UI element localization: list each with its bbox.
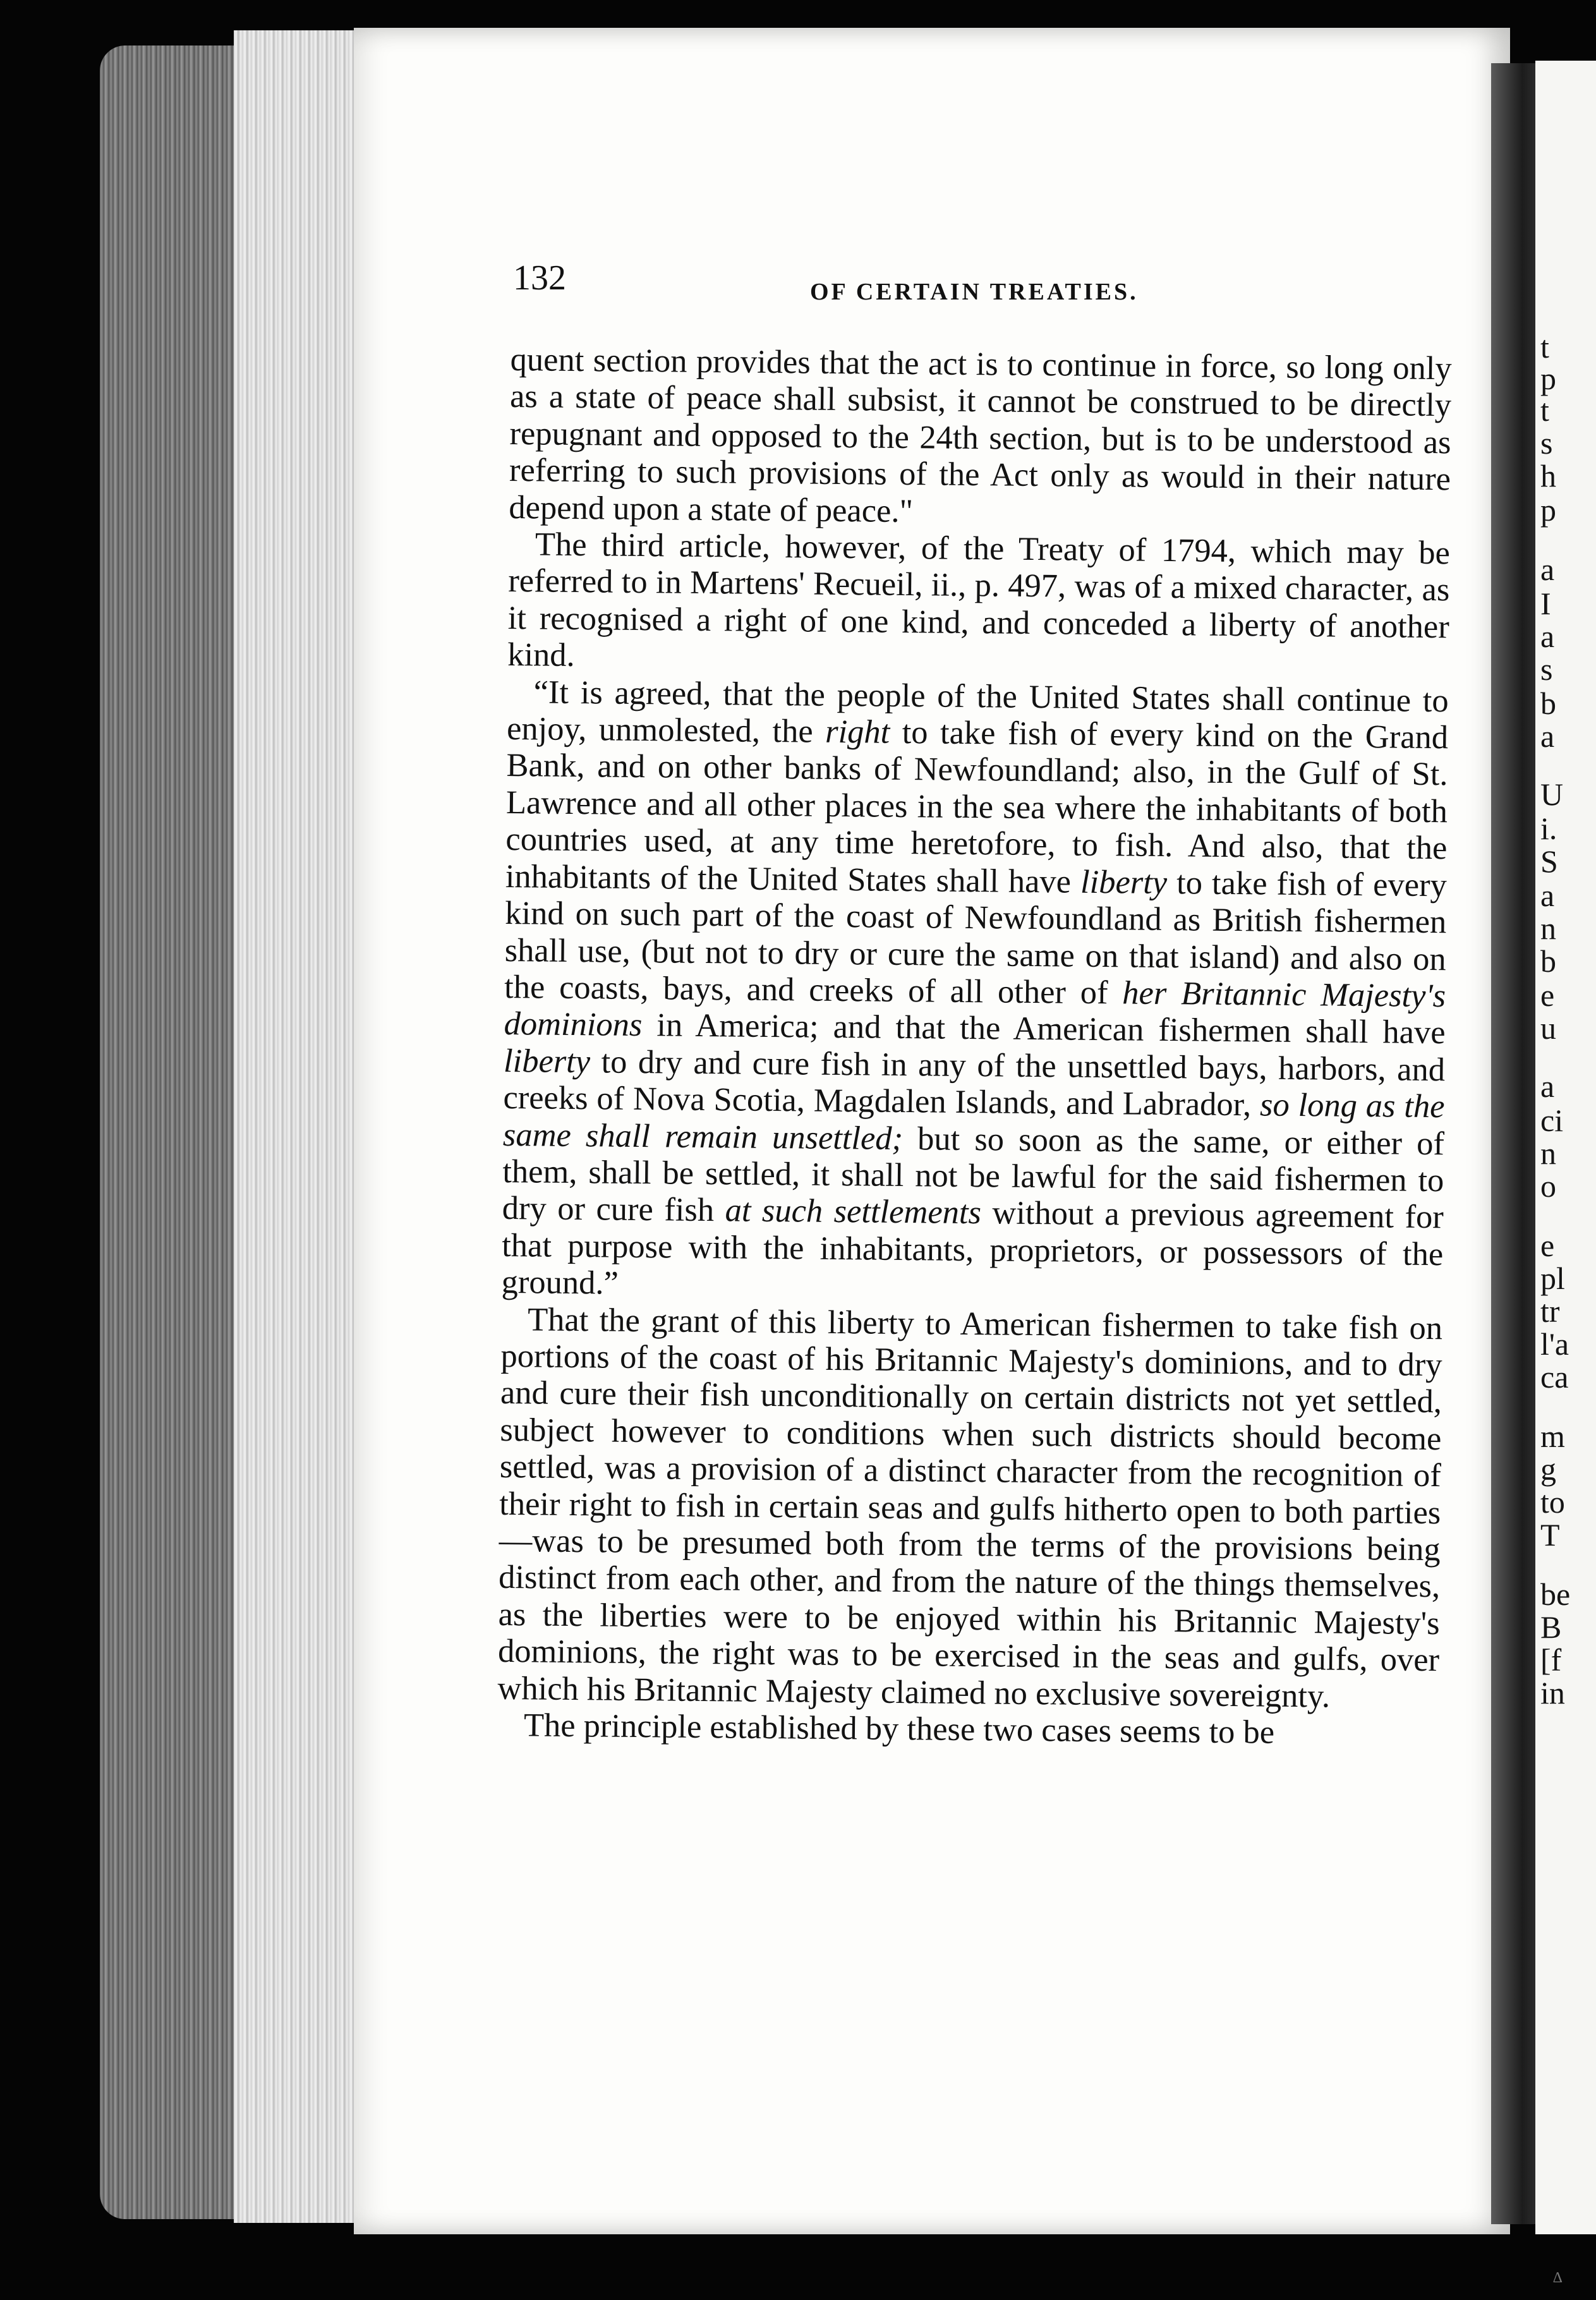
paragraph: quent section provides that the act is to continue in force, so long only as a state of peace shall subsist, it cannot be construed to be directly repugnant and opposed to the 24th section, but is to be understood as referring to such provisions of the Act only as would in their nature depend upon a state of peace."	[509, 341, 1452, 530]
paragraph	[501, 674, 1448, 1310]
text-run: to take fish of every kind on such part of the coast of Newfoundland as British fishermen shall use, (but not to dry or cure the same on that island) and also on the coasts, bays, and creeks of all other of	[504, 864, 1448, 1012]
italic-text: right	[825, 713, 890, 751]
facing-page-fragment: n	[1540, 1135, 1556, 1171]
italic-text: liberty	[503, 1042, 591, 1080]
facing-page-fragment: n	[1540, 911, 1556, 946]
facing-page-fragment: tr	[1540, 1293, 1560, 1329]
facing-page-fragment: be	[1540, 1577, 1571, 1612]
facing-page-fragment: a	[1540, 619, 1555, 654]
facing-page-fragment: ci	[1540, 1103, 1564, 1138]
running-title: OF CERTAIN TREATIES.	[810, 279, 1139, 305]
text-run: to dry and cure fish in any of the unsettled bays, harbors, and creeks of Nova Scotia, Magdalen Islands, and Labrador,	[503, 1043, 1446, 1123]
facing-page-fragment: pl	[1540, 1261, 1565, 1296]
facing-page-fragment: i.	[1540, 811, 1557, 846]
facing-page-fragment: in	[1540, 1675, 1565, 1710]
facing-page-fragment: e	[1540, 1228, 1555, 1263]
facing-page-fragment: U	[1540, 777, 1564, 812]
italic-text: at such settlements	[725, 1192, 982, 1232]
facing-page-fragment: t	[1540, 329, 1549, 365]
facing-page-fragment: s	[1540, 651, 1553, 687]
scan-mark: ∆	[1553, 2270, 1563, 2286]
italic-text: her Britannic Majesty's dominions	[504, 974, 1446, 1044]
facing-page-fragment: to	[1540, 1484, 1565, 1520]
facing-page-fragment: o	[1540, 1168, 1556, 1204]
facing-page-fragment: u	[1540, 1010, 1556, 1046]
facing-page-fragment: a	[1540, 1068, 1555, 1104]
text-run: to take fish of every kind on the Grand Bank, and on other banks of Newfoundland; also, in the Gulf of St. Lawrence and all other places in the sea where the inhabitants of both countries used, at any time heretofore, to fish. And also, that the inhabitants of the United States shall have	[505, 713, 1449, 900]
facing-page-fragment: s	[1540, 425, 1553, 461]
facing-page-fragment: a	[1540, 718, 1555, 754]
facing-page-fragment: b	[1540, 686, 1556, 721]
facing-page-fragment: [f	[1540, 1642, 1562, 1678]
text-run: “It is agreed, that the people of the United States shall continue to enjoy, unmolested, the	[506, 674, 1449, 750]
facing-page-edge	[1535, 61, 1596, 2234]
facing-page-fragment: B	[1540, 1609, 1562, 1645]
paragraph: That the grant of this liberty to American fishermen to take fish on portions of the coast of his Britannic Majesty's dominions, and to dry and cure their fish unconditionally on certain districts not yet settled, subject however to conditions when such districts should become settled, was a provision of a distinct character from the recognition of their right to fish in certain seas and gulfs hitherto open to both parties—was to be presumed both from the terms of the provisions being distinct from each other, and from the nature of the things themselves, as the liberties were to be enjoyed within his Britannic Majesty's dominions, the right was to be exercised in the seas and gulfs, over which his Britannic Majesty claimed no exclusive sovereignty.	[497, 1300, 1443, 1715]
paragraph: The third article, however, of the Treaty of 1794, which may be referred to in Martens' Recueil, ii., p. 497, was of a mixed character, as it recognised a right of one kind, and conceded a liberty of another kind.	[507, 526, 1451, 674]
facing-page-fragment: ca	[1540, 1359, 1569, 1395]
italic-text: liberty	[1080, 863, 1168, 901]
facing-page-fragment: a	[1540, 552, 1555, 587]
facing-page-fragment: t	[1540, 392, 1549, 428]
facing-page-fragment: m	[1540, 1419, 1565, 1454]
facing-page-fragment: T	[1540, 1517, 1560, 1552]
facing-page-fragment: a	[1540, 878, 1555, 913]
facing-page-fragment: b	[1540, 943, 1556, 979]
facing-page-fragment: h	[1540, 458, 1556, 493]
body-text	[497, 341, 1452, 1753]
facing-page-fragment: g	[1540, 1451, 1556, 1487]
paragraph: The principle established by these two cases seems to be	[523, 1707, 1275, 1751]
page-number: 132	[513, 258, 566, 298]
text-run: without a previous agreement for that purpose with the inhabitants, proprietors, or possessors of the ground.”	[501, 1194, 1444, 1302]
text-run: in America; and that the American fishermen shall have	[642, 1007, 1446, 1051]
facing-page-fragment: p	[1540, 361, 1556, 396]
facing-page-fragment: l'a	[1540, 1326, 1569, 1362]
facing-page-fragment: I	[1540, 586, 1551, 621]
text-run: but so soon as the same, or either of them, shall be settled, it shall not be lawful for the said fishermen to dry or cure fish	[502, 1120, 1445, 1229]
italic-text: so long as the same shall remain unsettled;	[502, 1086, 1445, 1157]
facing-page-fragment: S	[1540, 844, 1558, 879]
facing-page-fragment: p	[1540, 492, 1556, 528]
facing-page-fragment: e	[1540, 978, 1555, 1013]
